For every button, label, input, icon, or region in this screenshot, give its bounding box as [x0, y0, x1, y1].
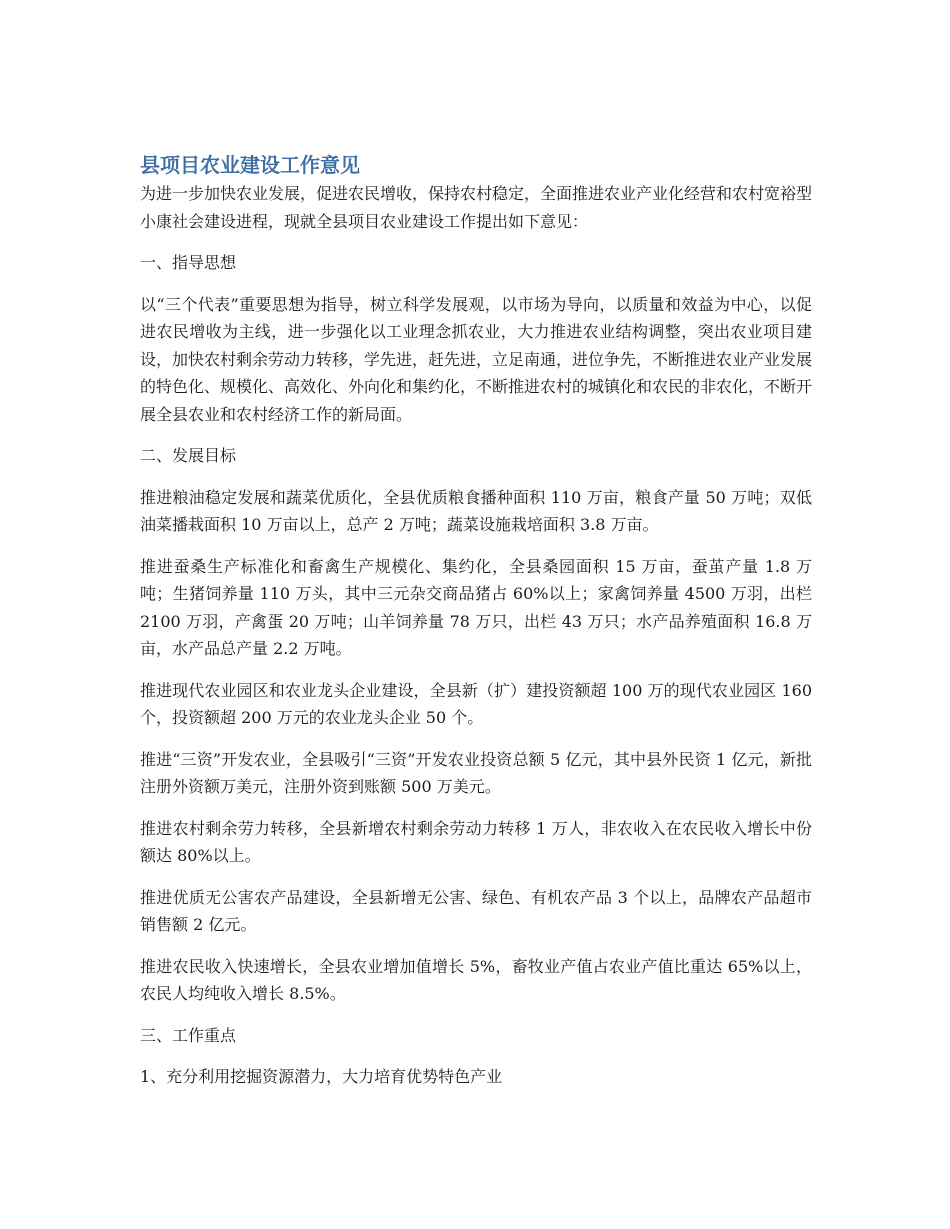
paragraph-work-focus-1: 1、充分利用挖掘资源潜力，大力培育优势特色产业 [140, 1067, 503, 1086]
paragraph-goal-green-products: 推进优质无公害农产品建设，全县新增无公害、绿色、有机农产品 3 个以上，品牌农产品超市销售额 2 亿元。 [140, 887, 812, 934]
section-heading-work-focus: 三、工作重点 [140, 1025, 237, 1045]
paragraph-goal-labor-transfer: 推进农村剩余劳力转移，全县新增农村剩余劳动力转移 1 万人，非农收入在农民收入增长中份额达 80%以上。 [140, 818, 812, 865]
paragraph-goal-grain-oil: 推进粮油稳定发展和蔬菜优质化，全县优质粮食播种面积 110 万亩，粮食产量 50 万吨；双低油菜播栽面积 10 万亩以上，总产 2 万吨；蔬菜设施栽培面积 3.8 万亩。 [140, 487, 812, 534]
paragraph-goal-agri-parks: 推进现代农业园区和农业龙头企业建设，全县新（扩）建投资额超 100 万的现代农业园区 160 个，投资额超 200 万元的农业龙头企业 50 个。 [140, 680, 812, 727]
intro-paragraph: 为进一步加快农业发展，促进农民增收，保持农村稳定，全面推进农业产业化经营和农村宽裕型小康社会建设进程，现就全县项目农业建设工作提出如下意见： [140, 184, 813, 231]
section-heading-guiding-ideology: 一、指导思想 [140, 253, 237, 272]
document-title: 县项目农业建设工作意见 [140, 153, 360, 177]
paragraph-goal-sericulture-livestock: 推进蚕桑生产标准化和畜禽生产规模化、集约化，全县桑园面积 15 万亩，蚕茧产量 1.8 万吨；生猪饲养量 110 万头，其中三元杂交商品猪占 60%以上；家禽饲养量 4500 万羽，出栏 2100 万羽，产禽蛋 20 万吨；山羊饲养量 78 万只，出栏 43 万只；水产品养殖面积 16.8 万亩，水产品总产量 2.2 万吨。 [140, 556, 812, 658]
document-body [140, 150, 812, 1105]
paragraph-guiding-ideology: 以“三个代表”重要思想为指导，树立科学发展观，以市场为导向，以质量和效益为中心，以促进农民增收为主线，进一步强化以工业理念抓农业，大力推进农业结构调整，突出农业项目建设，加快农村剩余劳动力转移，学先进，赶先进，立足南通，进位争先，不断推进农业产业发展的特色化、规模化、高效化、外向化和集约化，不断推进农村的城镇化和农民的非农化，不断开展全县农业和农村经济工作的新局面。 [140, 294, 813, 424]
section-heading-development-goals: 二、发展目标 [140, 446, 237, 465]
paragraph-goal-income-growth: 推进农民收入快速增长，全县农业增加值增长 5%，畜牧业产值占农业产值比重达 65%以上，农民人均纯收入增长 8.5%。 [140, 956, 812, 1003]
paragraph-goal-investment: 推进“三资”开发农业，全县吸引“三资”开发农业投资总额 5 亿元，其中县外民资 1 亿元，新批注册外资额万美元，注册外资到账额 500 万美元。 [140, 749, 812, 796]
